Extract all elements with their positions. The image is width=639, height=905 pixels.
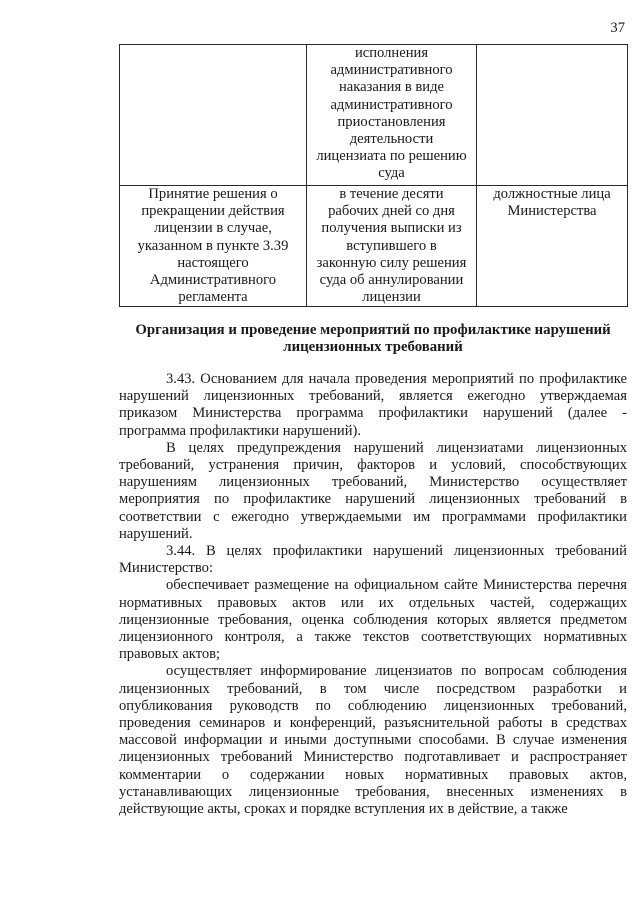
- body-text: [119, 371, 627, 818]
- paragraph: В целях предупреждения нарушений лицензиатами лицензионных требований, устранения причин, факторов и условий, способствующих нарушениям лицензионных требований, Министерство осуществляет мероприятия по профилактике нарушений лицензионных требований в соответствии с ежегодно утверждаемыми им программами профилактики нарушений.: [119, 439, 627, 542]
- cell-line: прекращении действия: [141, 203, 285, 220]
- cell-line: наказания в виде: [339, 79, 444, 96]
- paragraph: 3.44. В целях профилактики нарушений лицензионных требований Министерство:: [119, 543, 627, 577]
- table-cell-responsible: [477, 186, 628, 307]
- cell-line: рабочих дней со дня: [328, 203, 455, 220]
- cell-line: настоящего: [177, 254, 249, 271]
- cell-line: вступившего в: [346, 237, 437, 254]
- cell-line: деятельности: [349, 131, 434, 148]
- cell-line: должностные лица: [493, 186, 611, 202]
- cell-line: в течение десяти: [339, 186, 444, 202]
- cell-line: лицензии в случае,: [154, 220, 272, 237]
- cell-line: административного: [330, 62, 453, 79]
- cell-line: Министерства: [507, 203, 597, 220]
- cell-line: суда: [378, 165, 405, 182]
- cell-line: указанном в пункте 3.39: [137, 237, 289, 254]
- section-heading: [119, 322, 627, 357]
- table-cell-action: [120, 186, 307, 307]
- paragraph: осуществляет информирование лицензиатов по вопросам соблюдения лицензионных требований, в том числе посредством разработки и опубликования руководств по соблюдению лицензионных требований, проведения семинаров и конференций, разъяснительной работы в средствах массовой информации и иными доступными способами. В случае изменения лицензионных требований Министерство подготавливает и распространяет комментарии о содержании новых нормативных правовых актов, устанавливающих лицензионные требования, внесенных изменениях в действующие акты, сроках и порядке вступления их в действие, а также: [119, 663, 627, 818]
- heading-line: лицензионных требований: [283, 339, 463, 356]
- paragraph: обеспечивает размещение на официальном сайте Министерства перечня нормативных правовых актов или их отдельных частей, содержащих лицензионные требования, оценка соблюдения которых является предметом лицензионного контроля, а также текстов соответствующих нормативных правовых актов;: [119, 577, 627, 663]
- paragraph: 3.43. Основанием для начала проведения мероприятий по профилактике нарушений лицензионных требований, является ежегодно утверждаемая приказом Министерства программа профилактики нарушений (далее - программа профилактики нарушений).: [119, 371, 627, 439]
- cell-line: лицензии: [362, 289, 421, 306]
- page-number: 37: [610, 20, 625, 36]
- cell-line: административного: [330, 96, 453, 113]
- cell-line: исполнения: [354, 45, 429, 61]
- heading-line: Организация и проведение мероприятий по профилактике нарушений: [135, 322, 611, 338]
- table-cell-term: [307, 186, 477, 307]
- cell-line: Принятие решения о: [148, 186, 278, 202]
- table-cell-term: [307, 45, 477, 186]
- cell-line: регламента: [178, 289, 248, 306]
- table-cell-action: [120, 45, 307, 186]
- cell-line: законную силу решения: [316, 254, 467, 271]
- cell-line: лицензиата по решению: [316, 148, 467, 165]
- table-row: [120, 45, 628, 186]
- cell-line: суда об аннулировании: [319, 272, 464, 289]
- cell-line: приостановления: [337, 113, 446, 130]
- cell-line: Административного: [149, 272, 277, 289]
- table-row: [120, 186, 628, 307]
- table-cell-responsible: [477, 45, 628, 186]
- cell-line: получения выписки из: [321, 220, 462, 237]
- procedure-table: [119, 44, 628, 307]
